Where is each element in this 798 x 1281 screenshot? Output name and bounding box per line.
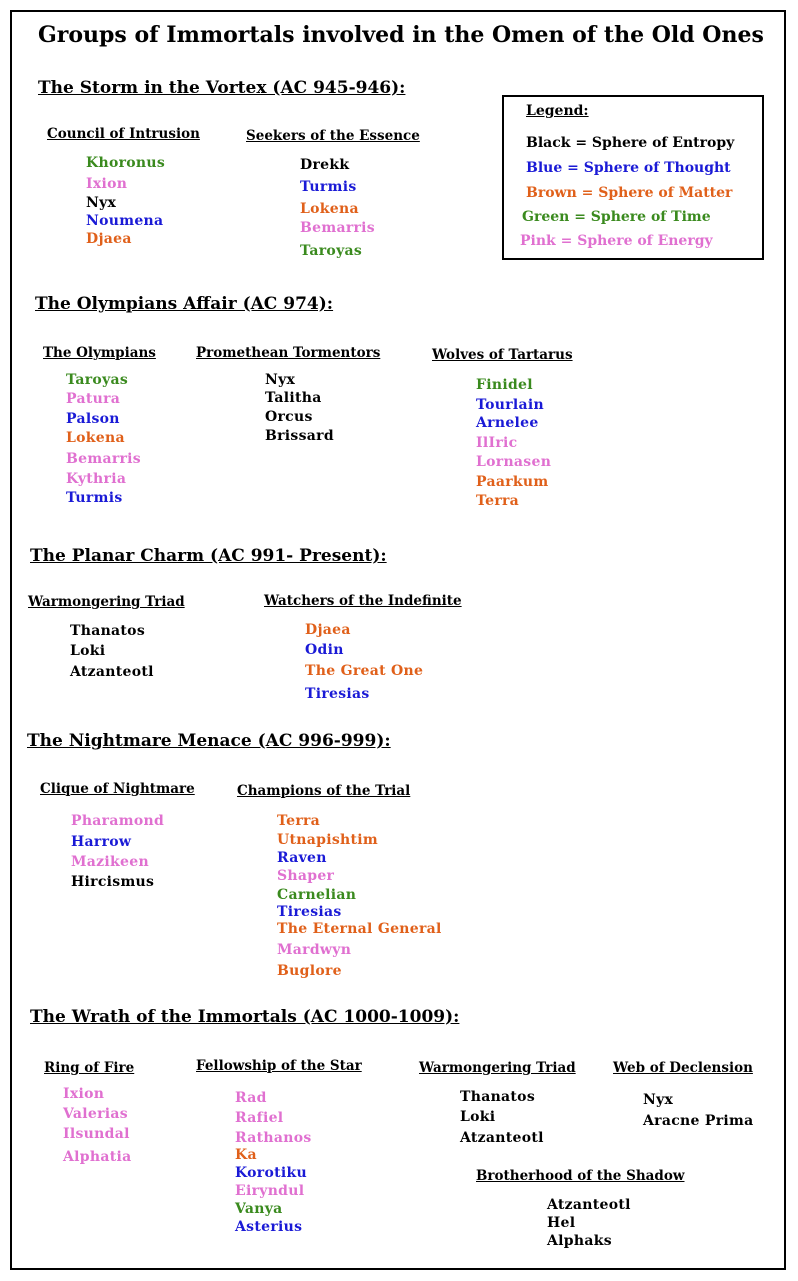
immortal-name: Aracne Prima xyxy=(643,1113,754,1129)
immortal-name: Asterius xyxy=(235,1219,303,1235)
immortal-name: The Eternal General xyxy=(277,921,442,937)
immortal-name: Pharamond xyxy=(71,813,165,829)
immortal-name: The Great One xyxy=(305,663,424,679)
immortal-name: Nyx xyxy=(86,195,117,211)
immortal-name: Eiryndul xyxy=(235,1183,305,1199)
immortal-name: Terra xyxy=(476,493,520,509)
immortal-name: Lokena xyxy=(300,201,359,217)
legend-box xyxy=(502,95,764,260)
immortal-name: Orcus xyxy=(265,409,313,425)
immortal-name: Loki xyxy=(460,1109,496,1125)
immortal-name: Shaper xyxy=(277,868,335,884)
immortal-name: Nyx xyxy=(265,372,296,388)
immortal-name: Hel xyxy=(547,1215,576,1231)
group-title-seekers-of-the-essence: Seekers of the Essence xyxy=(246,128,420,144)
immortal-name: Buglore xyxy=(277,963,342,979)
immortal-name: Lokena xyxy=(66,430,125,446)
immortal-name: Atzanteotl xyxy=(547,1197,631,1213)
immortal-name: Harrow xyxy=(71,834,132,850)
section-title: The Nightmare Menace (AC 996-999): xyxy=(27,731,391,751)
immortal-name: Carnelian xyxy=(277,887,357,903)
immortal-name: Paarkum xyxy=(476,474,549,490)
immortal-name: Finidel xyxy=(476,377,533,393)
immortal-name: Tourlain xyxy=(476,397,544,413)
legend-title: Legend: xyxy=(526,103,589,119)
section-title: The Storm in the Vortex (AC 945-946): xyxy=(38,78,406,98)
section-title: The Wrath of the Immortals (AC 1000-1009): xyxy=(30,1007,460,1027)
group-title-the-olympians: The Olympians xyxy=(43,345,156,361)
page-title: Groups of Immortals involved in the Omen of the Old Ones xyxy=(38,22,764,48)
legend-item-green: Green = Sphere of Time xyxy=(522,209,711,225)
immortal-name: Loki xyxy=(70,643,106,659)
immortal-name: Rathanos xyxy=(235,1130,312,1146)
immortal-name: Rafiel xyxy=(235,1110,284,1126)
immortal-name: Drekk xyxy=(300,157,350,173)
legend-item-pink: Pink = Sphere of Energy xyxy=(520,233,713,249)
immortal-name: Lornasen xyxy=(476,454,552,470)
immortal-name: Valerias xyxy=(63,1106,128,1122)
immortal-name: Kythria xyxy=(66,471,127,487)
group-title-warmongering-triad: Warmongering Triad xyxy=(28,594,185,610)
immortal-name: Turmis xyxy=(66,490,123,506)
immortal-name: Bemarris xyxy=(66,451,141,467)
immortal-name: Thanatos xyxy=(70,623,146,639)
immortal-name: Mardwyn xyxy=(277,942,352,958)
immortal-name: Mazikeen xyxy=(71,854,149,870)
group-title-champions-of-the-trial: Champions of the Trial xyxy=(237,783,411,799)
immortal-name: Khoronus xyxy=(86,155,166,171)
immortal-name: Ilsundal xyxy=(63,1126,130,1142)
immortal-name: Turmis xyxy=(300,179,357,195)
group-title-warmongering-triad: Warmongering Triad xyxy=(419,1060,576,1076)
immortal-name: Utnapishtim xyxy=(277,832,378,848)
group-title-clique-of-nightmare: Clique of Nightmare xyxy=(40,781,195,797)
immortal-name: Talitha xyxy=(265,390,322,406)
immortal-name: Atzanteotl xyxy=(460,1130,544,1146)
immortal-name: Tiresias xyxy=(305,686,370,702)
immortal-name: Arnelee xyxy=(476,415,539,431)
section-title: The Olympians Affair (AC 974): xyxy=(35,294,334,314)
immortal-name: Atzanteotl xyxy=(70,664,154,680)
group-title-wolves-of-tartarus: Wolves of Tartarus xyxy=(432,347,573,363)
group-title-ring-of-fire: Ring of Fire xyxy=(44,1060,135,1076)
immortal-name: Taroyas xyxy=(300,243,363,259)
group-title-council-of-intrusion: Council of Intrusion xyxy=(47,126,200,142)
section-title: The Planar Charm (AC 991- Present): xyxy=(30,546,387,566)
group-title-fellowship-of-the-star: Fellowship of the Star xyxy=(196,1058,362,1074)
immortal-name: Rad xyxy=(235,1090,267,1106)
legend-item-black: Black = Sphere of Entropy xyxy=(526,135,735,151)
immortal-name: Terra xyxy=(277,813,321,829)
immortal-name: Alphatia xyxy=(63,1149,132,1165)
immortal-name: Djaea xyxy=(305,622,351,638)
immortal-name: Korotiku xyxy=(235,1165,307,1181)
immortal-name: Bemarris xyxy=(300,220,375,236)
immortal-name: Tiresias xyxy=(277,904,342,920)
immortal-name: Nyx xyxy=(643,1092,674,1108)
group-title-brotherhood-of-the-shadow: Brotherhood of the Shadow xyxy=(476,1168,685,1184)
immortal-name: Noumena xyxy=(86,213,164,229)
immortal-name: Ixion xyxy=(63,1086,105,1102)
group-title-watchers-of-the-indefinite: Watchers of the Indefinite xyxy=(264,593,462,609)
immortal-name: Alphaks xyxy=(547,1233,612,1249)
immortal-name: Odin xyxy=(305,642,344,658)
immortal-name: Vanya xyxy=(235,1201,283,1217)
legend-item-brown: Brown = Sphere of Matter xyxy=(526,185,733,201)
immortal-name: Thanatos xyxy=(460,1089,536,1105)
immortal-name: Raven xyxy=(277,850,327,866)
immortal-name: Ixion xyxy=(86,176,128,192)
immortal-name: Brissard xyxy=(265,428,334,444)
immortal-name: Taroyas xyxy=(66,372,129,388)
group-title-promethean-tormentors: Promethean Tormentors xyxy=(196,345,381,361)
legend-item-blue: Blue = Sphere of Thought xyxy=(526,160,731,176)
immortal-name: IlIric xyxy=(476,435,518,451)
group-title-web-of-declension: Web of Declension xyxy=(613,1060,753,1076)
immortal-name: Palson xyxy=(66,411,120,427)
immortal-name: Ka xyxy=(235,1147,257,1163)
immortal-name: Djaea xyxy=(86,231,132,247)
immortal-name: Hircismus xyxy=(71,874,155,890)
immortal-name: Patura xyxy=(66,391,121,407)
